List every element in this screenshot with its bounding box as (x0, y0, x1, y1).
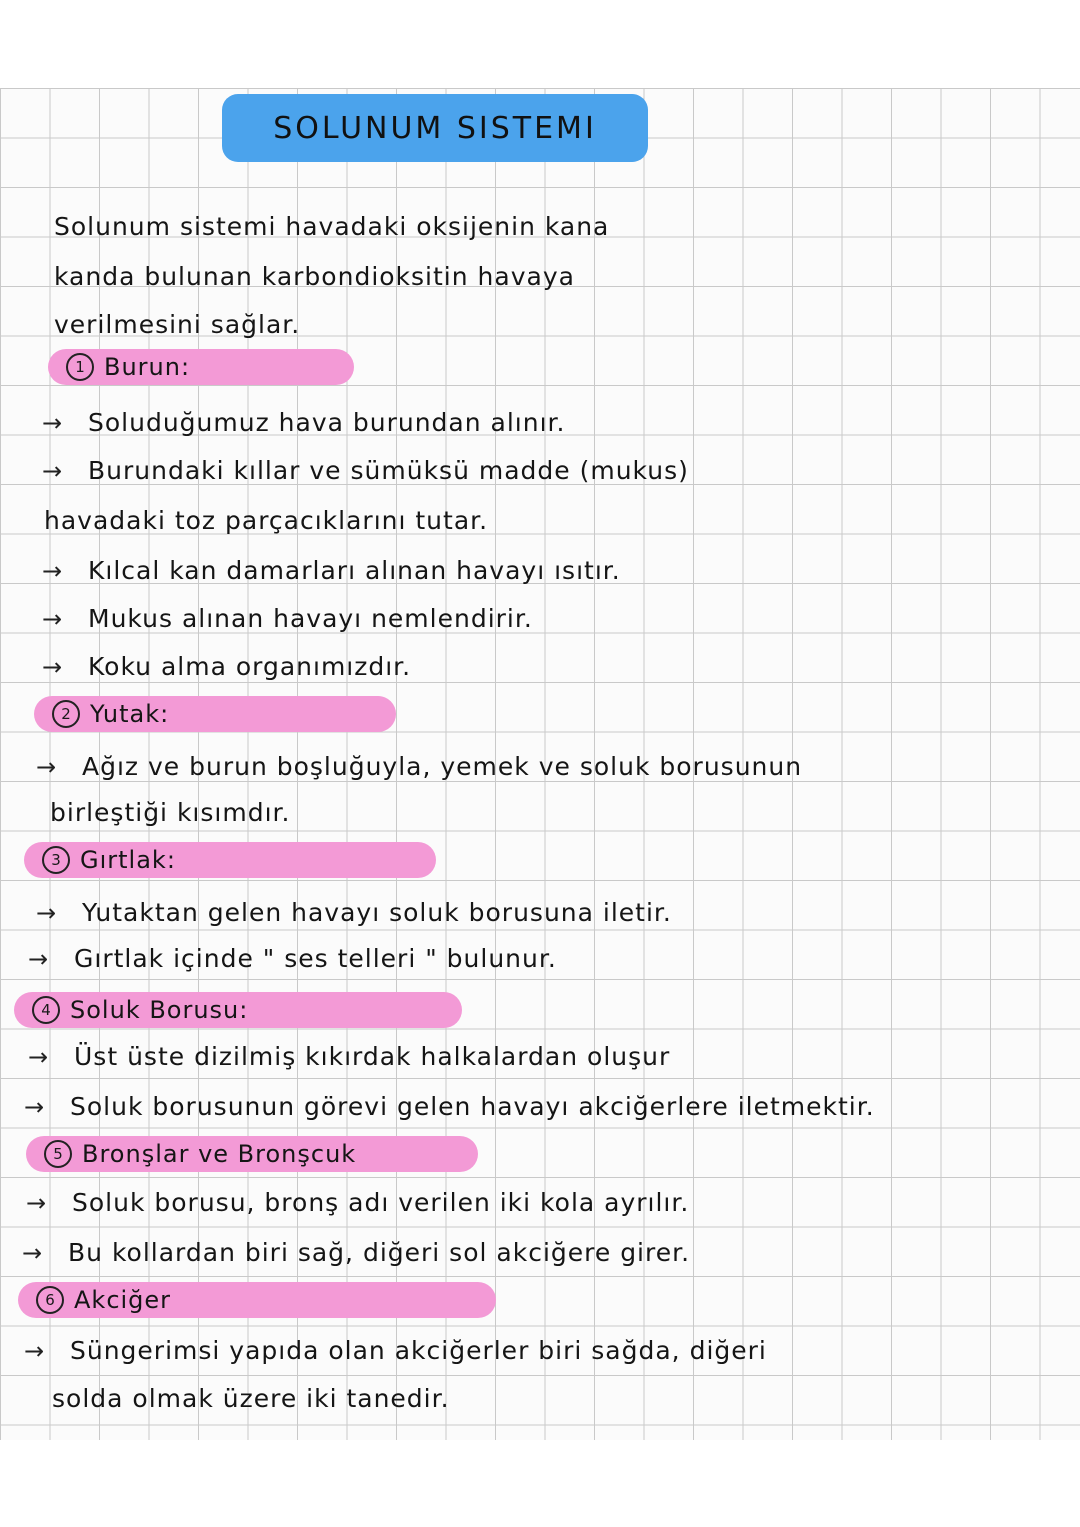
arrow-icon: → (42, 653, 64, 681)
section-number: 1 (66, 353, 94, 381)
section-heading-yutak (34, 696, 396, 732)
bullet-line: → Süngerimsi yapıda olan akciğerler biri sağda, diğeri (24, 1336, 767, 1365)
bullet-line: → Soluk borusu, bronş adı verilen iki kola ayrılır. (26, 1188, 690, 1217)
page-title: SOLUNUM SISTEMI (273, 110, 597, 146)
section-heading-burun (48, 349, 354, 385)
arrow-icon: → (36, 899, 58, 927)
intro-line: kanda bulunan karbondioksitin havaya (54, 262, 575, 291)
section-title: Bronşlar ve Bronşcuk (82, 1140, 357, 1168)
section-number: 3 (42, 846, 70, 874)
arrow-icon: → (42, 605, 64, 633)
bullet-line: → Yutaktan gelen havayı soluk borusuna iletir. (36, 898, 672, 927)
section-number: 6 (36, 1286, 64, 1314)
section-heading-girtlak (24, 842, 436, 878)
text-line: havadaki toz parçacıklarını tutar. (44, 506, 489, 535)
bullet-line: → Bu kollardan biri sağ, diğeri sol akciğere girer. (22, 1238, 691, 1267)
arrow-icon: → (24, 1337, 46, 1365)
arrow-icon: → (28, 1043, 50, 1071)
arrow-icon: → (26, 1189, 48, 1217)
section-title: Akciğer (74, 1286, 172, 1314)
section-title: Gırtlak: (80, 846, 176, 874)
bullet-line: → Mukus alınan havayı nemlendirir. (42, 604, 533, 633)
bullet-line: → Burundaki kıllar ve sümüksü madde (mukus) (42, 456, 689, 485)
section-title: Yutak: (90, 700, 170, 728)
arrow-icon: → (36, 753, 58, 781)
section-heading-soluk-borusu (14, 992, 462, 1028)
arrow-icon: → (42, 457, 64, 485)
arrow-icon: → (42, 557, 64, 585)
bullet-line: → Soluduğumuz hava burundan alınır. (42, 408, 566, 437)
section-number: 4 (32, 996, 60, 1024)
bullet-line: → Gırtlak içinde " ses telleri " bulunur. (28, 944, 557, 973)
arrow-icon: → (42, 409, 64, 437)
section-title: Burun: (104, 353, 191, 381)
intro-line: verilmesini sağlar. (54, 310, 301, 339)
bullet-line: → Koku alma organımızdır. (42, 652, 412, 681)
arrow-icon: → (22, 1239, 44, 1267)
arrow-icon: → (28, 945, 50, 973)
section-heading-bronslar (26, 1136, 478, 1172)
bullet-line: → Ağız ve burun boşluğuyla, yemek ve soluk borusunun (36, 752, 803, 781)
section-number: 2 (52, 700, 80, 728)
text-line: solda olmak üzere iki tanedir. (52, 1384, 450, 1413)
section-heading-akciger (18, 1282, 496, 1318)
text-line: birleştiği kısımdır. (50, 798, 291, 827)
bullet-line: → Üst üste dizilmiş kıkırdak halkalardan oluşur (28, 1042, 671, 1071)
bullet-line: → Soluk borusunun görevi gelen havayı akciğerlere iletmektir. (24, 1092, 875, 1121)
section-title: Soluk Borusu: (70, 996, 249, 1024)
intro-line: Solunum sistemi havadaki oksijenin kana (54, 212, 610, 241)
section-number: 5 (44, 1140, 72, 1168)
arrow-icon: → (24, 1093, 46, 1121)
bullet-line: → Kılcal kan damarları alınan havayı ısıtır. (42, 556, 621, 585)
title-banner (222, 94, 648, 162)
